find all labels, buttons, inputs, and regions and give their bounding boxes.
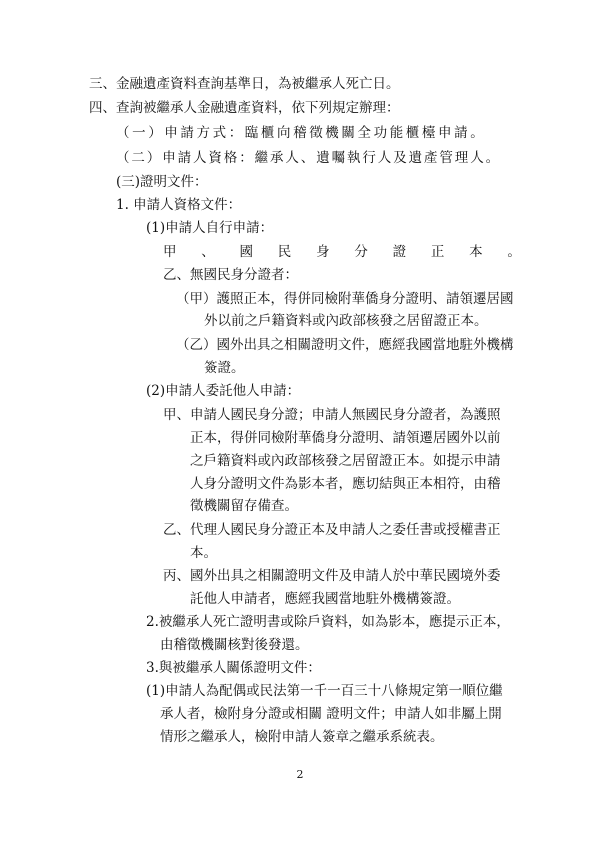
text-line-24: 2.被繼承人死亡證明書或除戶資料，如為影本，應提示正本， <box>146 614 510 630</box>
spread-char: 分 <box>354 244 368 260</box>
text-line-26: 3.與被繼承人關係證明文件： <box>146 660 321 676</box>
text-line-18: 人身分證明文件為影本者，應切結與正本相符，由稽 <box>190 476 501 492</box>
text-line-27: (1)申請人為配偶或民法第一千一百三十八條規定第一順位繼 <box>146 683 503 699</box>
spread-char: 正 <box>430 244 445 260</box>
spread-char: 身 <box>316 244 330 260</box>
spread-char: 國 <box>239 244 254 260</box>
text-line-16: 正本，得併同檢附華僑身分證明、請領遷居國外以前 <box>190 430 501 446</box>
text-line-10: （甲）護照正本，得併同檢附華僑身分證明、請領遷居國 <box>176 291 514 307</box>
text-line-1: 三、金融遺產資料查詢基準日，為被繼承人死亡日。 <box>89 76 400 92</box>
text-line-13: 簽證。 <box>204 360 245 376</box>
spread-char: 民 <box>277 244 292 260</box>
text-line-28: 承人者，檢附身分證或相關 證明文件；申請人如非屬上開 <box>160 706 502 722</box>
text-line-21: 本。 <box>190 545 217 561</box>
text-line-8 <box>163 243 521 261</box>
text-line-4: （二）申請人資格：繼承人、遺囑執行人及遺產管理人。 <box>116 150 501 166</box>
spread-char: 本 <box>469 244 483 260</box>
spread-char: 證 <box>392 244 407 260</box>
text-line-7: (1)申請人自行申請： <box>146 220 274 236</box>
text-line-11: 外以前之戶籍資料或內政部核發之居留證正本。 <box>204 313 488 329</box>
text-line-14: (2)申請人委託他人申請： <box>146 383 301 399</box>
text-line-2: 四、查詢被繼承人金融遺產資料，依下列規定辦理： <box>89 100 400 116</box>
spread-char: 。 <box>507 244 521 260</box>
text-line-19: 徵機關留存備查。 <box>190 498 298 514</box>
text-line-20: 乙、代理人國民身分證正本及申請人之委任書或授權書正 <box>163 522 501 538</box>
text-line-22: 丙、國外出具之相關證明文件及申請人於中華民國境外委 <box>163 568 501 584</box>
text-line-17: 之戶籍資料或內政部核發之居留證正本。如提示申請 <box>190 453 501 469</box>
text-line-25: 由稽徵機關核對後發還。 <box>160 637 309 653</box>
page-number: 2 <box>296 768 304 781</box>
spread-char: 甲 <box>163 244 177 260</box>
text-line-15: 甲、申請人國民身分證；申請人無國民身分證者，為護照 <box>163 407 501 423</box>
text-line-23: 託他人申請者，應經我國當地駐外機構簽證。 <box>190 591 460 607</box>
text-line-29: 情形之繼承人，檢附申請人簽章之繼承系統表。 <box>160 729 444 745</box>
text-line-3: （一）申請方式：臨櫃向稽徵機關全功能櫃檯申請。 <box>116 125 487 141</box>
text-line-5: (三)證明文件： <box>116 174 208 190</box>
text-line-9: 乙、無國民身分證者： <box>163 267 298 283</box>
text-line-12: （乙）國外出具之相關證明文件，應經我國當地駐外機構 <box>176 337 514 353</box>
text-line-6: 1. 申請人資格文件： <box>116 197 242 213</box>
spread-char: 、 <box>201 244 215 260</box>
